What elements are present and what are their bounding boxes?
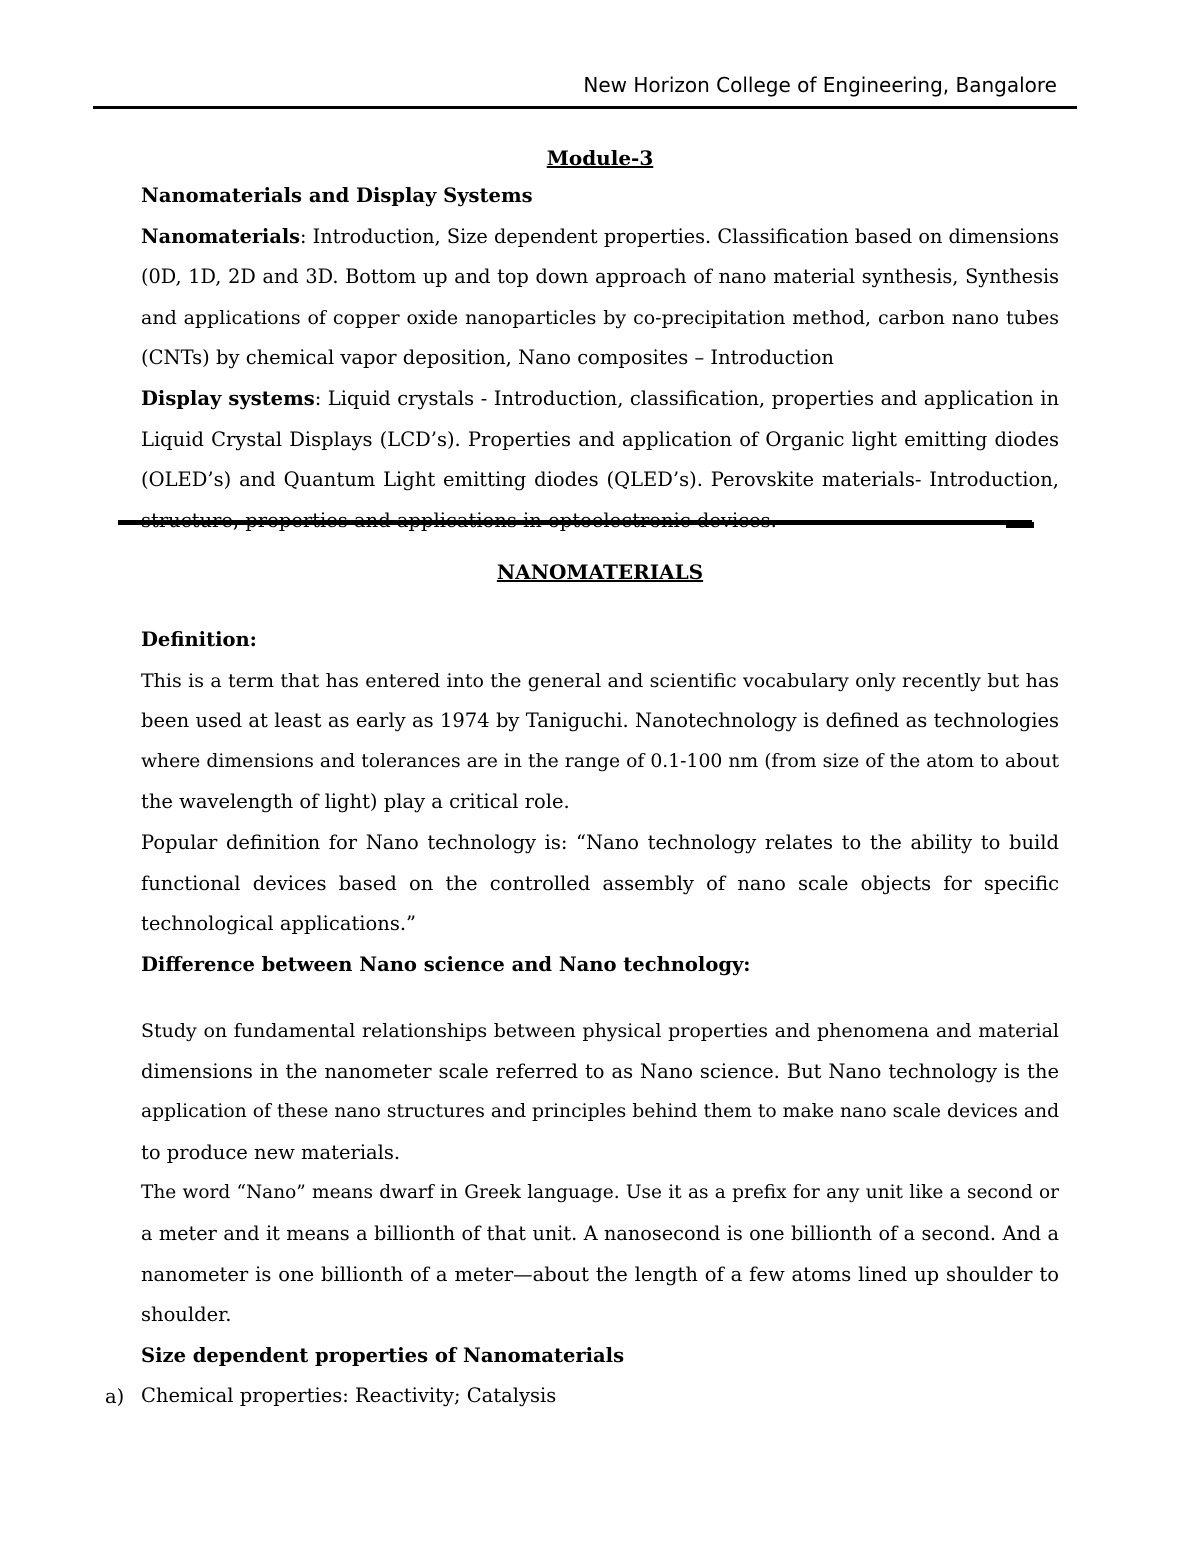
section-title: NANOMATERIALS: [496, 560, 704, 584]
nano-label: Nanomaterials: [141, 224, 300, 248]
difference-line: Study on fundamental relationships between physical properties and phenomena and material: [141, 1020, 1059, 1042]
definition-heading: Definition:: [141, 628, 257, 651]
display-label: Display systems: [141, 386, 315, 410]
header-rule: [93, 106, 1077, 109]
popular-line: Popular definition for Nano technology is: “Nano technology relates to the ability to build: [141, 830, 1059, 854]
definition-line: This is a term that has entered into the general and scientific vocabulary only recently but has: [141, 669, 1059, 692]
header-institution: New Horizon College of Engineering, Bangalore: [583, 73, 1057, 97]
display-line-2: (OLED’s) and Quantum Light emitting diodes (QLED’s). Perovskite materials- Introduction,: [141, 468, 1059, 492]
display-line-0: : Liquid crystals - Introduction, classification, properties and application in: [314, 386, 1059, 410]
popular-line: functional devices based on the controlled assembly of nano scale objects for specific: [141, 871, 1059, 895]
list-item-marker: a): [105, 1385, 125, 1408]
module-title: Module-3: [546, 146, 654, 170]
size-heading: Size dependent properties of Nanomaterials: [141, 1343, 625, 1367]
section-divider: [118, 520, 1032, 525]
nano-line-0: : Introduction, Size dependent properties. Classification based on dimensions: [299, 224, 1059, 248]
definition-line: been used at least as early as 1974 by Taniguchi. Nanotechnology is defined as technologies: [141, 709, 1059, 733]
difference-heading: Difference between Nano science and Nano technology:: [141, 952, 751, 976]
nano-line-1: (0D, 1D, 2D and 3D. Bottom up and top down approach of nano material synthesis, Synthesis: [141, 265, 1059, 289]
nano-word-line: a meter and it means a billionth of that unit. A nanosecond is one billionth of a second. And a: [141, 1221, 1059, 1245]
list-item-text: Chemical properties: Reactivity; Catalysis: [141, 1384, 557, 1408]
difference-block: [141, 1011, 1059, 1417]
difference-line: application of these nano structures and principles behind them to make nano scale devices and: [141, 1101, 1060, 1123]
difference-line: to produce new materials.: [141, 1140, 401, 1164]
syllabus-line: [141, 217, 1059, 258]
definition-line: the wavelength of light) play a critical role.: [141, 790, 570, 814]
definition-line: where dimensions and tolerances are in the range of 0.1-100 nm (from size of the atom to about: [141, 750, 1059, 772]
nano-word-line: The word “Nano” means dwarf in Greek language. Use it as a prefix for any unit like a second or: [141, 1182, 1059, 1204]
display-line-1: Liquid Crystal Displays (LCD’s). Properties and application of Organic light emitting diodes: [141, 427, 1059, 451]
nano-line-3: (CNTs) by chemical vapor deposition, Nano composites – Introduction: [141, 346, 834, 370]
nano-word-line: nanometer is one billionth of a meter—about the length of a few atoms lined up shoulder to: [141, 1262, 1059, 1286]
nano-line-2: and applications of copper oxide nanoparticles by co-precipitation method, carbon nano tubes: [141, 306, 1059, 329]
section-divider-end: [1006, 522, 1034, 528]
definition-block: [141, 620, 1059, 985]
syllabus-line: [141, 379, 1059, 420]
difference-line: dimensions in the nanometer scale referred to as Nano science. But Nano technology is the: [141, 1059, 1059, 1083]
module-subtitle: Nanomaterials and Display Systems: [141, 184, 533, 207]
nano-word-line: shoulder.: [141, 1303, 232, 1327]
popular-line: technological applications.”: [141, 912, 416, 936]
syllabus-block: [141, 176, 1059, 541]
